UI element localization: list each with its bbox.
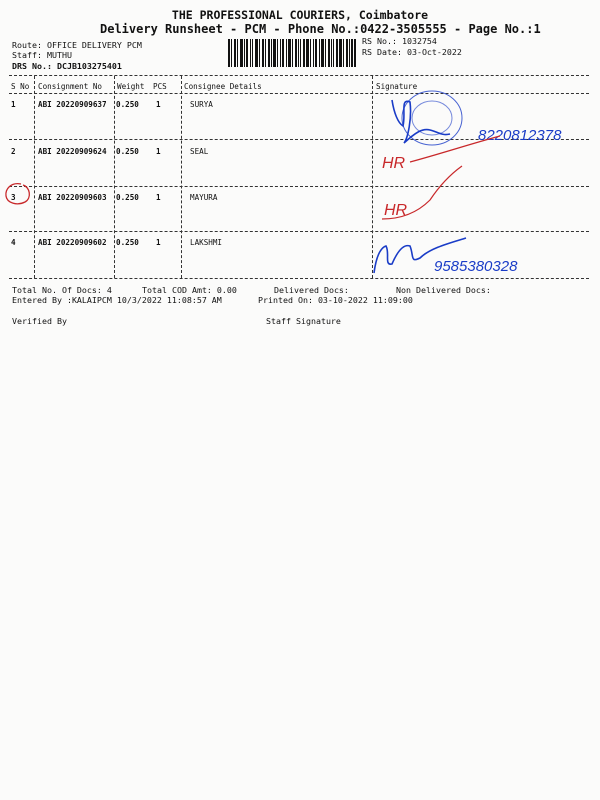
row-pcs: 1: [156, 193, 161, 202]
row-consignment-no: ABI 20220909624: [38, 147, 107, 156]
column-header-weight: Weight: [117, 82, 145, 91]
total-docs: Total No. Of Docs: 4: [12, 285, 112, 295]
signature-scribble: [392, 100, 450, 143]
handwritten-initials: HR: [384, 202, 408, 219]
row-sno: 1: [11, 100, 16, 109]
rs-number: RS No.: 1032754: [362, 36, 437, 46]
row-sno: 2: [11, 147, 16, 156]
row-consignee: SEAL: [190, 147, 209, 156]
runsheet-title: Delivery Runsheet - PCM - Phone No.:0422-3505555 - Page No.:1: [100, 22, 541, 36]
rs-date: RS Date: 03-Oct-2022: [362, 47, 462, 57]
column-header-consignment: Consignment No: [38, 82, 103, 91]
row-consignee: SURYA: [190, 100, 213, 109]
verified-by-label: Verified By: [12, 316, 67, 326]
printed-on: Printed On: 03-10-2022 11:09:00: [258, 295, 413, 305]
column-header-sno: S No: [11, 82, 30, 91]
total-cod-amount: Total COD Amt: 0.00: [142, 285, 237, 295]
row-consignment-no: ABI 20220909602: [38, 238, 107, 247]
row-pcs: 1: [156, 147, 161, 156]
row-weight: 0.250: [116, 238, 139, 247]
row-sno: 3: [11, 193, 16, 202]
company-title: THE PROFESSIONAL COURIERS, Coimbatore: [171, 8, 429, 22]
column-divider: [34, 76, 35, 278]
row-consignment-no: ABI 20220909637: [38, 100, 107, 109]
delivered-docs: Delivered Docs:: [274, 285, 349, 295]
row-consignee: LAKSHMI: [190, 238, 223, 247]
entered-by: Entered By :KALAIPCM 10/3/2022 11:08:57 AM: [12, 295, 222, 305]
row-consignment-no: ABI 20220909603: [38, 193, 107, 202]
hand-drawn-circle-mark: [3, 181, 33, 207]
row-pcs: 1: [156, 238, 161, 247]
staff-signature-label: Staff Signature: [266, 316, 341, 326]
column-header-signature: Signature: [376, 82, 418, 91]
barcode-image: [228, 39, 356, 67]
column-divider: [181, 76, 182, 278]
column-header-consignee: Consignee Details: [184, 82, 262, 91]
row-consignee: MAYURA: [190, 193, 218, 202]
table-bottom-rule: [9, 278, 589, 279]
staff-label: Staff: MUTHU: [12, 50, 72, 60]
handwritten-initials: HR: [382, 155, 406, 172]
row-weight: 0.250: [116, 193, 139, 202]
column-header-pcs: PCS: [153, 82, 167, 91]
route-label: Route: OFFICE DELIVERY PCM: [12, 40, 142, 50]
handwritten-phone: 9585380328: [434, 258, 518, 275]
row-sno: 4: [11, 238, 16, 247]
drs-number: DRS No.: DCJB103275401: [12, 61, 122, 71]
handwritten-phone: 8220812378: [478, 127, 562, 144]
row-weight: 0.250: [116, 147, 139, 156]
table-top-rule: [9, 75, 589, 76]
column-divider: [114, 76, 115, 278]
handwritten-signatures: [370, 88, 590, 278]
row-pcs: 1: [156, 100, 161, 109]
signature-stroke: [410, 136, 500, 162]
non-delivered-docs: Non Delivered Docs:: [396, 285, 491, 295]
row-weight: 0.250: [116, 100, 139, 109]
